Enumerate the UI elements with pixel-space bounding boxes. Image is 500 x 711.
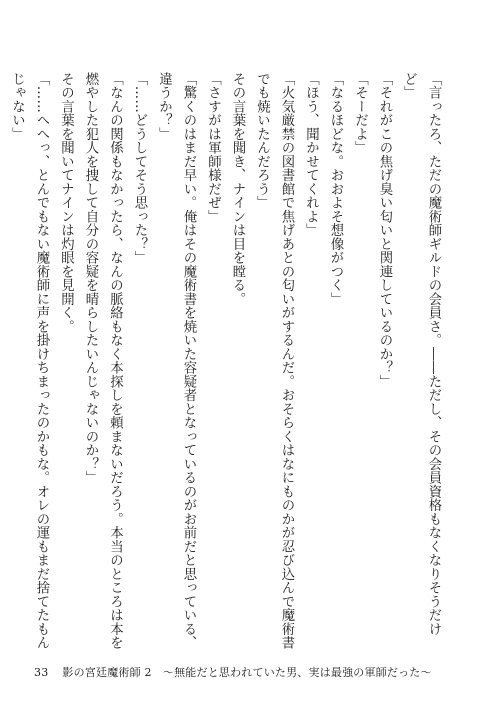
paragraph: 「……へへっ、とんでもない魔術師に声を掛けちまったのかもな。オレの運もまだ捨てたもんじゃない」	[9, 72, 49, 650]
book-title: 影の宮廷魔術師 2 ～無能だと思われていた男、実は最強の軍師だった～	[62, 666, 432, 679]
paragraph: 「言ったろ、ただの魔術師ギルドの会員さ。――ただし、その会員資格もなくなりそうだけど」	[401, 72, 441, 636]
paragraph: 「なるほどな。おおよそ想像がつく」	[328, 72, 343, 306]
paragraph: 「それがこの焦げ臭い匂いと関連しているのか？」	[377, 72, 392, 389]
paragraph: 「ほう、聞かせてくれよ」	[303, 72, 319, 237]
vertical-text-body	[9, 72, 445, 650]
paragraph: 「さすがは軍師様だぜ」	[205, 72, 221, 224]
paragraph: 「そーだよ」	[352, 72, 368, 155]
paragraph: 「驚くのはまだ早い。俺はその魔術書を焼いた容疑者となっているのがお前だと思っている、違うか？」	[156, 72, 196, 650]
paragraph: 「なんの関係もなかったら、なんの脈絡もなく本探しを頼まないだろう。本当のところは本を燃やした犯人を捜して自分の容疑を晴らしたいんじゃないのか？」	[83, 72, 123, 650]
page-number: 33	[34, 666, 49, 679]
paragraph: 「……どうしてそう思った？」	[132, 72, 147, 265]
paragraph: 「火気厳禁の図書館で焦げあとの匂いがするんだ。おそらくはなにものかが忍び込んで魔術書でも焼いたんだろう」	[254, 72, 294, 650]
paragraph: その言葉を聞いてナインは灼眼を見開く。	[58, 72, 74, 334]
page-footer	[34, 664, 432, 680]
paragraph: その言葉を聞き、ナインは目を瞠る。	[230, 72, 245, 306]
